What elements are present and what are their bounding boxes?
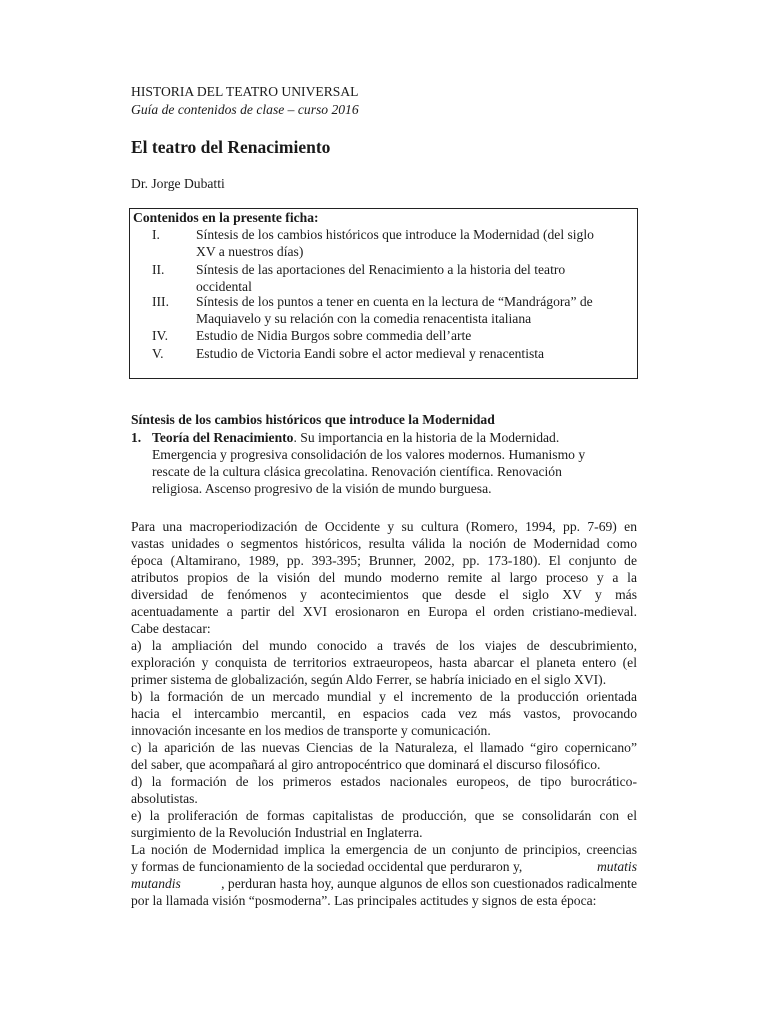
toc-number: IV. xyxy=(152,328,168,343)
body-line: La noción de Modernidad implica la emergencia de un conjunto de principios, creencias xyxy=(131,842,637,857)
body-line: por la llamada visión “posmoderna”. Las principales actitudes y signos de esta época: xyxy=(131,893,597,908)
toc-item-text: Estudio de Victoria Eandi sobre el actor medieval y renacentista xyxy=(196,346,545,361)
latin-term: mutatis xyxy=(596,859,637,874)
section-heading: Síntesis de los cambios históricos que introduce la Modernidad xyxy=(131,412,495,427)
body-line: hacia el intercambio mercantil, en espacios cada vez más vastos, provocando xyxy=(131,706,637,721)
body-line: absolutistas. xyxy=(131,791,198,806)
body-line: e) la proliferación de formas capitalistas de producción, que se consolidarán con el xyxy=(131,808,637,823)
body-line: diversidad de fenómenos y acontecimientos que desde el siglo XV y más xyxy=(131,587,637,602)
contents-heading: Contenidos en la presente ficha: xyxy=(133,210,319,225)
author: Dr. Jorge Dubatti xyxy=(131,176,225,191)
body-line: primer sistema de globalización, según Aldo Ferrer, se habría iniciado en el siglo XVI). xyxy=(131,672,607,687)
body-line: c) la aparición de las nuevas Ciencias de la Naturaleza, el llamado “giro copernicano” xyxy=(131,740,637,755)
body-text: , perduran hasta hoy, aunque algunos de ellos son cuestionados radicalmente xyxy=(221,876,637,891)
toc-item-text: Maquiavelo y su relación con la comedia renacentista italiana xyxy=(196,311,532,326)
toc-item-text: Síntesis de los cambios históricos que introduce la Modernidad (del siglo xyxy=(196,227,594,242)
body-line: d) la formación de los primeros estados nacionales europeos, de tipo burocrático- xyxy=(131,774,637,789)
item-heading: Teoría del Renacimiento xyxy=(152,430,294,445)
latin-term: mutandis xyxy=(131,876,181,891)
body-text: y formas de funcionamiento de la sociedad occidental que perduraron y, xyxy=(131,859,523,874)
body-line: época (Altamirano, 1989, pp. 393-395; Brunner, 2002, pp. 173-180). El conjunto de xyxy=(131,553,637,568)
list-item-first-line xyxy=(152,429,559,446)
course-subtitle: Guía de contenidos de clase – curso 2016 xyxy=(131,102,359,117)
body-line: a) la ampliación del mundo conocido a través de los viajes de descubrimiento, xyxy=(131,638,637,653)
body-line: del saber, que acompañará al giro antropocéntrico que dominará el discurso filosófico. xyxy=(131,757,601,772)
toc-item-text: Síntesis de las aportaciones del Renacimiento a la historia del teatro xyxy=(196,262,566,277)
toc-item-text: occidental xyxy=(196,279,252,294)
body-line-with-latin xyxy=(131,875,637,892)
toc-item-text: XV a nuestros días) xyxy=(196,244,304,259)
list-number: 1. xyxy=(131,430,142,445)
course-title: HISTORIA DEL TEATRO UNIVERSAL xyxy=(131,84,359,99)
list-item-line: rescate de la cultura clásica grecolatina. Renovación científica. Renovación xyxy=(152,464,562,479)
body-line: acentuadamente a partir del XVI erosionaron en Europa el orden cristiano-medieval. xyxy=(131,604,637,619)
body-line: vastas unidades o segmentos históricos, resulta válida la noción de Modernidad como xyxy=(131,536,637,551)
body-line: atributos propios de la visión del mundo moderno remite al largo proceso y a la xyxy=(131,570,637,585)
body-line: b) la formación de un mercado mundial y el incremento de la producción orientada xyxy=(131,689,637,704)
list-item-line: religiosa. Ascenso progresivo de la visión de mundo burguesa. xyxy=(152,481,492,496)
toc-number: II. xyxy=(152,262,165,277)
body-line: innovación incesante en los medios de transporte y comunicación. xyxy=(131,723,491,738)
body-line-with-latin xyxy=(131,858,637,875)
toc-number: I. xyxy=(152,227,160,242)
list-item-line: Emergencia y progresiva consolidación de los valores modernos. Humanismo y xyxy=(152,447,586,462)
toc-item-text: Estudio de Nidia Burgos sobre commedia dell’arte xyxy=(196,328,472,343)
toc-number: V. xyxy=(152,346,164,361)
body-line: surgimiento de la Revolución Industrial en Inglaterra. xyxy=(131,825,423,840)
item-text: . Su importancia en la historia de la Modernidad. xyxy=(293,430,560,445)
page-title: El teatro del Renacimiento xyxy=(131,137,331,157)
body-line: exploración y conquista de territorios extraeuropeos, hasta abarcar el planeta entero (el xyxy=(131,655,637,670)
toc-number: III. xyxy=(152,294,169,309)
toc-item-text: Síntesis de los puntos a tener en cuenta en la lectura de “Mandrágora” de xyxy=(196,294,593,309)
body-line: Cabe destacar: xyxy=(131,621,211,636)
body-line: Para una macroperiodización de Occidente y su cultura (Romero, 1994, pp. 7-69) en xyxy=(131,519,637,534)
